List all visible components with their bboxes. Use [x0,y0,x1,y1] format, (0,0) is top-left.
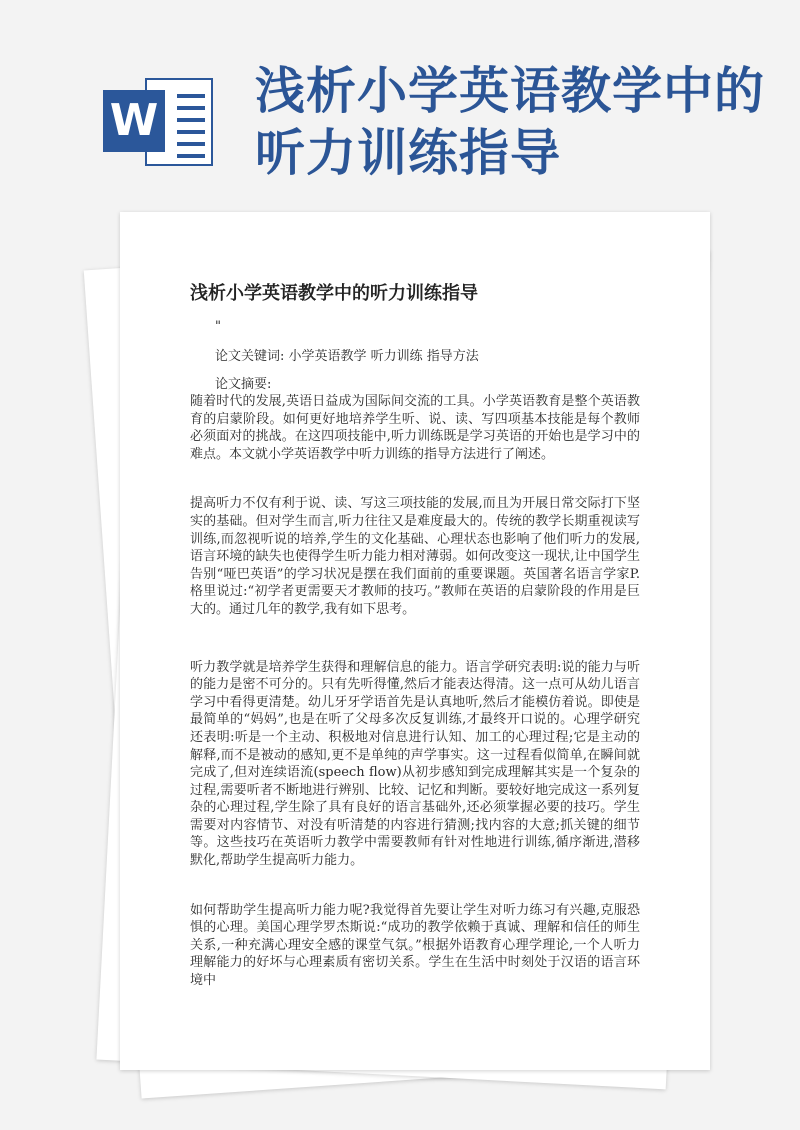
cover-title-line1: 浅析小学英语教学中的 [255,61,765,120]
cover-title [255,60,775,184]
word-doc-icon [103,72,221,172]
cover-title-line2: 听力训练指导 [255,123,561,182]
keywords-line: 论文关键词: 小学英语教学 听力训练 指导方法 [215,349,479,364]
body-paragraph-3: 如何帮助学生提高听力能力呢?我觉得首先要让学生对听力练习有兴趣,克服恐惧的心理。美国心理学罗杰斯说:“成功的教学依赖于真诚、理解和信任的师生关系,一种充满心理安全感的课堂气氛。”根据外语教育心理学理论,一个人听力理解能力的好坏与心理素质有密切关系。学生在生活中时刻处于汉语的语言环境中 [190,902,640,989]
word-letter-badge: W [103,90,165,152]
document-body [190,280,640,990]
quote-mark: " [215,319,221,334]
body-paragraph-1: 提高听力不仅有利于说、读、写这三项技能的发展,而且为开展日常交际打下坚实的基础。但对学生而言,听力往往又是难度最大的。传统的教学长期重视读写训练,而忽视听说的培养,学生的文化基础、心理状态也影响了他们听力的发展,语言环境的缺失也使得学生听力能力相对薄弱。如何改变这一现状,让中国学生告别“哑巴英语”的学习状况是摆在我们面前的重要课题。英国著名语言学家P.格里说过:“初学者更需要天才教师的技巧。”教师在英语的启蒙阶段的作用是巨大的。通过几年的教学,我有如下思考。 [190,496,640,617]
abstract-paragraph: 随着时代的发展,英语日益成为国际间交流的工具。小学英语教育是整个英语教育的启蒙阶段。如何更好地培养学生听、说、读、写四项基本技能是每个教师必须面对的挑战。在这四项技能中,听力训练既是学习英语的开始也是学习中的难点。本文就小学英语教学中听力训练的指导方法进行了阐述。 [190,394,640,462]
document-title: 浅析小学英语教学中的听力训练指导 [190,283,478,304]
abstract-label: 论文摘要: [215,377,272,392]
body-paragraph-2: 听力教学就是培养学生获得和理解信息的能力。语言学研究表明:说的能力与听的能力是密不可分的。只有先听得懂,然后才能表达得清。这一点可从幼儿语言学习中看得更清楚。幼儿牙牙学语首先是认真地听,然后才能模仿着说。即使是最简单的“妈妈”,也是在听了父母多次反复训练,才最终开口说的。心理学研究还表明:听是一个主动、积极地对信息进行认知、加工的心理过程;它是主动的解释,而不是被动的感知,更不是单纯的声学事实。这一过程看似简单,在瞬间就完成了,但对连续语流(speech flow)从初步感知到完成理解其实是一个复杂的过程,需要听者不断地进行辨别、比较、记忆和判断。要较好地完成这一系列复杂的心理过程,学生除了具有良好的语言基础外,还必须掌握必要的技巧。学生需要对内容情节、对没有听清楚的内容进行猜测;找内容的大意;抓关键的细节等。这些技巧在英语听力教学中需要教师有针对性地进行训练,循序渐进,潜移默化,帮助学生提高听力能力。 [190,659,640,869]
